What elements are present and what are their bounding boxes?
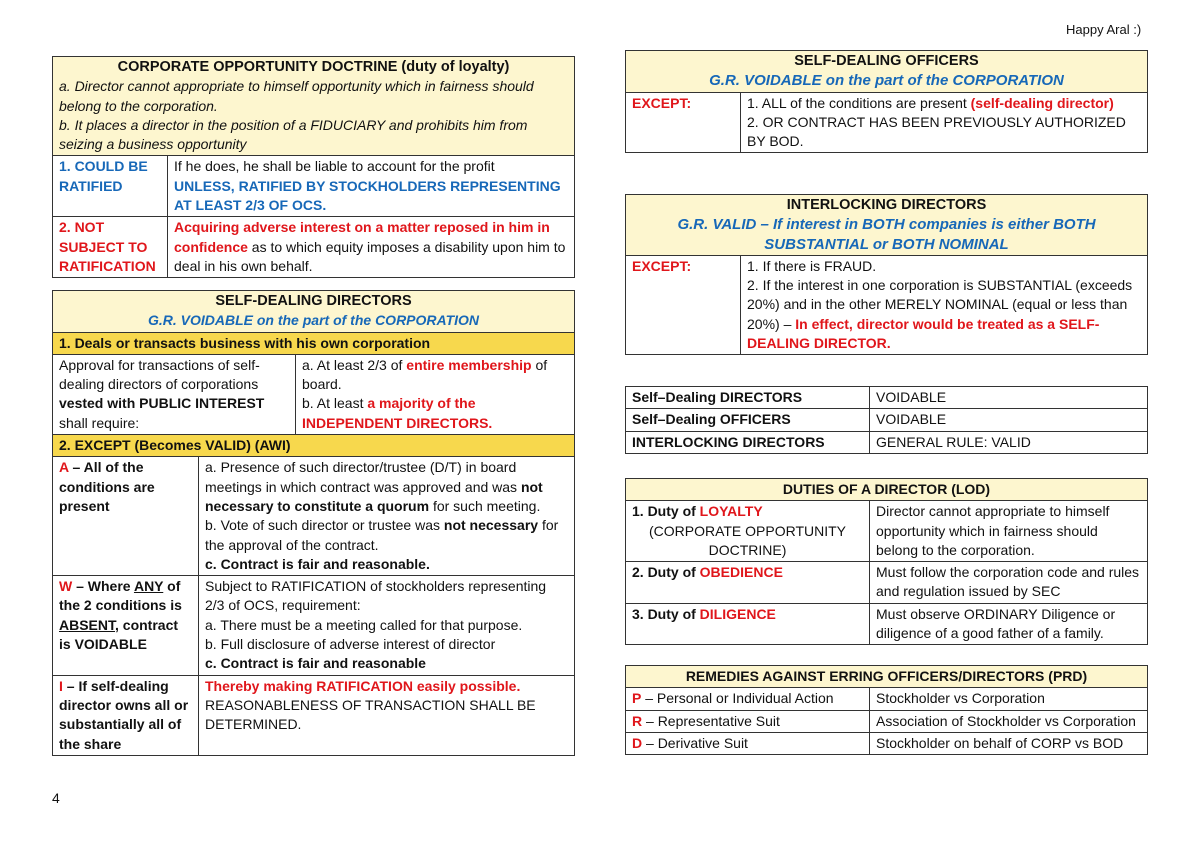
sdo-general-rule: G.R. VOIDABLE on the part of the CORPORATION (709, 72, 1064, 90)
sdd-general-rule: G.R. VOIDABLE on the part of the CORPORATION (147, 312, 480, 329)
corp-opp-line-a: a. Director cannot appropriate to himself opportunity which in fairness should belong to the corporation. (59, 78, 534, 114)
sdd-w-label: W – Where ANY of the 2 conditions is ABSENT, contract is VOIDABLE (53, 576, 199, 675)
sdo-except-label: EXCEPT: (626, 92, 741, 153)
self-dealing-directors-table (52, 290, 575, 756)
remedies-table (625, 665, 1148, 755)
sdd-requirements: a. At least 2/3 of entire membership of board. b. At least a majority of the INDEPENDENT DIRECTORS. (296, 354, 575, 434)
sdd-approval: Approval for transactions of self-dealing directors of corporations vested with PUBLIC INTEREST shall require: (53, 354, 296, 434)
sdd-w-requirements: Subject to RATIFICATION of stockholders representing 2/3 of OCS, requirement: a. There must be a meeting called for that purpose. b. Full disclosure of adverse interest of director c. Contract is fair and reasonable (199, 576, 575, 675)
interlocking-header (626, 195, 1148, 256)
corp-opp-header (53, 57, 575, 156)
corp-opp-row1-emph: UNLESS, RATIFIED BY STOCKHOLDERS REPRESENTING AT LEAST 2/3 OF OCS. (174, 177, 561, 214)
remedy-row: D – Derivative Suit Stockholder on behalf of CORP vs BOD (626, 732, 1148, 754)
sdd-section-1: 1. Deals or transacts business with his own corporation (53, 332, 575, 354)
interlocking-except-label: EXCEPT: (626, 255, 741, 354)
sdd-a-conditions: a. Presence of such director/trustee (D/T) in board meetings in which contract was approved and was not necessary to constitute a quorum for such meeting. b. Vote of such director or trustee was not necessary for the approval of the contract. c. Contract is fair and reasonable. (199, 457, 575, 576)
sdd-a-label: A – All of the conditions are present (53, 457, 199, 576)
duty-row: 1. Duty of LOYALTY (CORPORATE OPPORTUNITY DOCTRINE) Director cannot appropriate to himself opportunity which in fairness should belong to the corporation. (626, 501, 1148, 562)
summary-row: Self–Dealing OFFICERS VOIDABLE (626, 409, 1148, 431)
corp-opp-row2-text: Acquiring adverse interest on a matter reposed in him in confidence as to which equity imposes a disability upon him to deal in his own behalf. (168, 217, 575, 278)
remedy-row: R – Representative Suit Association of Stockholder vs Corporation (626, 710, 1148, 732)
corp-opp-row1-label: 1. COULD BE RATIFIED (53, 156, 168, 217)
sdd-i-label: I – If self-dealing director owns all or substantially all of the share (53, 675, 199, 755)
sdo-exceptions: 1. ALL of the conditions are present (self-dealing director) 2. OR CONTRACT HAS BEEN PREVIOUSLY AUTHORIZED BY BOD. (741, 92, 1148, 153)
sdo-title: SELF-DEALING OFFICERS (794, 53, 979, 69)
summary-table (625, 386, 1148, 454)
duties-table (625, 478, 1148, 645)
corp-opp-line-b: b. It places a director in the position of a FIDUCIARY and prohibits him from seizing a business opportunity (59, 116, 528, 153)
duty-row: 3. Duty of DILIGENCE Must observe ORDINARY Diligence or diligence of a good father of a family. (626, 603, 1148, 645)
remedy-row: P – Personal or Individual Action Stockholder vs Corporation (626, 688, 1148, 710)
summary-row: Self–Dealing DIRECTORS VOIDABLE (626, 387, 1148, 409)
interlocking-directors-table (625, 194, 1148, 355)
page-number: 4 (52, 790, 60, 806)
duties-title: DUTIES OF A DIRECTOR (LOD) (626, 479, 1148, 501)
sdo-header (626, 51, 1148, 93)
self-dealing-officers-table (625, 50, 1148, 153)
remedies-title: REMEDIES AGAINST ERRING OFFICERS/DIRECTORS (PRD) (626, 666, 1148, 688)
sdd-i-text: Thereby making RATIFICATION easily possible. REASONABLENESS OF TRANSACTION SHALL BE DETERMINED. (199, 675, 575, 755)
sdd-title: SELF-DEALING DIRECTORS (215, 293, 412, 309)
corporate-opportunity-table (52, 56, 575, 278)
interlocking-title: INTERLOCKING DIRECTORS (786, 197, 987, 213)
summary-row: INTERLOCKING DIRECTORS GENERAL RULE: VALID (626, 431, 1148, 453)
header-note: Happy Aral :) (1066, 22, 1142, 37)
sdd-section-2: 2. EXCEPT (Becomes VALID) (AWI) (53, 435, 575, 457)
corp-opp-row2-label: 2. NOT SUBJECT TO RATIFICATION (53, 217, 168, 278)
sdd-header (53, 291, 575, 333)
duty-row: 2. Duty of OBEDIENCE Must follow the corporation code and rules and regulation issued by SEC (626, 562, 1148, 604)
interlocking-general-rule: G.R. VALID – If interest in BOTH companies is either BOTH SUBSTANTIAL or BOTH NOMINAL (677, 216, 1096, 253)
interlocking-exceptions: 1. If there is FRAUD. 2. If the interest in one corporation is SUBSTANTIAL (exceeds 20%) and in the other MERELY NOMINAL (equal or less than 20%) – In effect, director would be treated as a SELF-DEALING DIRECTOR. (741, 255, 1148, 354)
corp-opp-title: CORPORATE OPPORTUNITY DOCTRINE (duty of loyalty) (117, 59, 510, 75)
corp-opp-row1-text: If he does, he shall be liable to account for the profit UNLESS, RATIFIED BY STOCKHOLDERS REPRESENTING AT LEAST 2/3 OF OCS. (168, 156, 575, 217)
